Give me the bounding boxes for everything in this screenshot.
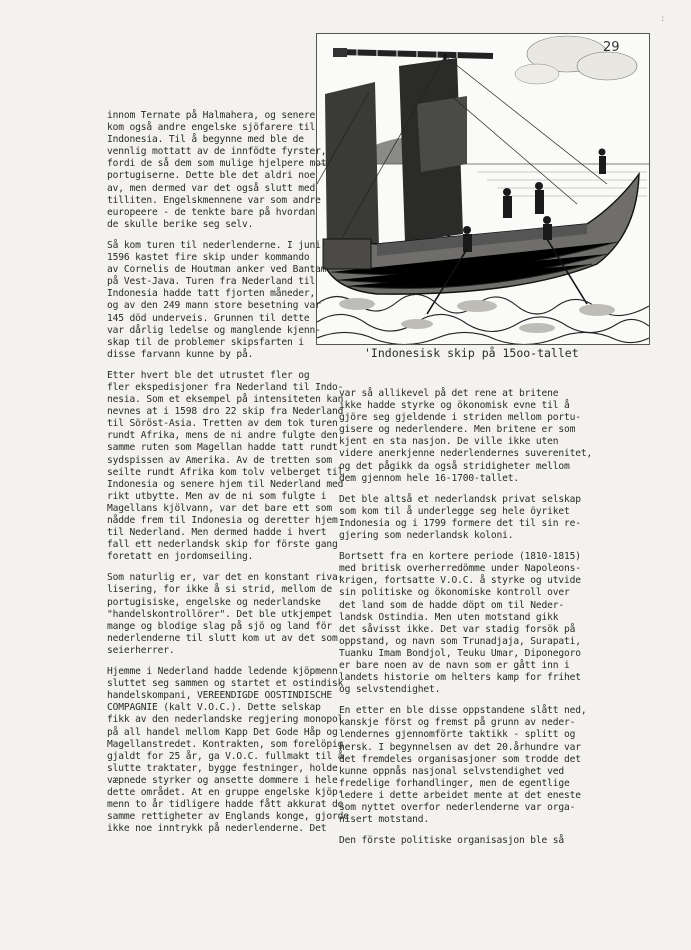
paragraph: Som naturlig er, var det en konstant riva- lisering, for ikke å si strid, mellom de portugisiske, engelske og nederlandske "handelskontrollörer". Det ble utkjempet mange og blodige slag på sjö og land för nederlenderne til slutt kom ut av det som seierherrer. (107, 572, 344, 656)
paragraph: Bortsett fra en kortere periode (1810-1815) med britisk overherredömme under Napoleons- krigen, fortsatte V.O.C. å styrke og utvide sin politiske og ökonomiske kontroll over det land som de hadde döpt om til Neder- landsk Ostindia. Men uten motstand gikk det såvisst ikke. Det var stadig forsök på oppstand, og navn som Trunadjaja, Surapati, Tuanku Imam Bondjol, Teuku Umar, Diponegoro er bare noen av de navn som er gått inn i landets historie om helters kamp for frihet og selvstendighet. (339, 551, 581, 696)
page-number: 29 (603, 40, 620, 55)
paragraph: En etter en ble disse oppstandene slått ned, kanskje först og fremst på grunn av neder- lendernes gjennomförte taktikk - splitt og hersk. I begynnelsen av det 20.århundre var det fremdeles organisasjoner som trodde det kunne oppnås nasjonal selvstendighet ved fredelige forhandlinger, men de egentlige ledere i dette arbeidet mente at det eneste som nyttet overfor nederlenderne var orga- nisert motstand. (339, 705, 587, 826)
paragraph: innom Ternate på Halmahera, og senere kom også andre engelske sjöfarere til Indonesia. Til å begynne med ble de vennlig mottatt av de innfödte fyrster, fordi de så dem som mulige hjelpere mot portugiserne. Dette ble det aldri noe av, men dermed var det også slutt med tilliten. Engelskmennene var som andre europeere - de tenkte bare på hvordan de skulle berike seg selv. (107, 110, 327, 230)
corner-mark: : (660, 14, 666, 24)
figure-caption: 'Indonesisk skip på 15oo-tallet (364, 346, 579, 360)
right-column (339, 388, 639, 856)
paragraph: Etter hvert ble det utrustet fler og fler ekspedisjoner fra Nederland til Indo- nesia. Som et eksempel på intensiteten kan nevnes at i 1598 dro 22 skip fra Nederland til Söröst-Asia. Tretten av dem tok turen rundt Afrika, mens de ni andre fulgte den samme ruten som Magellan hadde tatt rundt sydspissen av Amerika. Av de tretten som seilte rundt Afrika kom tolv velberget til Indonesia og senere hjem til Nederland med rikt utbytte. Men av de ni som fulgte i Magellans kjölvann, var det bare ett som nådde frem til Indonesia og deretter hjem til Nederland. Men dermed hadde i hvert fall ett nederlandsk skip for förste gang foretatt en jordomseiling. (107, 369, 344, 563)
paragraph: Hjemme i Nederland hadde ledende kjöpmenn sluttet seg sammen og startet et ostindisk handelskompani, VEREENDIGDE OOSTINDISCHE COMPAGNIE (kalt V.O.C.). Dette selskap fikk av den nederlandske regjering monopol på all handel mellom Kapp Det Gode Håp og Magellanstredet. Kontrakten, som forelöpig gjaldt for 25 år, ga V.O.C. fullmakt til å slutte traktater, bygge festninger, holde væpnede styrker og ansette dommere i hele dette området. At en gruppe engelske kjöp- menn to år tidligere hadde fått akkurat de samme rettigheter av Englands konge, gjorde ikke noe inntrykk på nederlenderne. Det (107, 666, 349, 835)
paragraph: Så kom turen til nederlenderne. I juni 1596 kastet fire skip under kommando av Cornelis de Houtman anker ved Bantam på Vest-Java. Turen fra Nederland til Indonesia hadde tatt fjorten måneder, og av den 249 mann store besetning var 145 död underveis. Grunnen til dette var dårlig ledelse og manglende kjenn- skap til de problemer skipsfarten i disse farvann kunne by på. (107, 239, 327, 360)
paragraph: Det ble altså et nederlandsk privat selskap som kom til å underlegge seg hele öyriket Indonesia og i 1799 formere det til sin re- gjering som nederlandsk koloni. (339, 493, 581, 542)
paragraph: var så allikevel på det rene at britene ikke hadde styrke og ökonomisk evne til å gjöre seg gjeldende i striden mellom portu- gisere og nederlendere. Men britene er som kjent en sta nasjon. De ville ikke uten videre anerkjenne nederlendernes suverenitet, og det pågikk da også stridigheter mellom dem gjennom hele 16-1700-tallet. (339, 388, 593, 484)
paragraph: Den förste politiske organisasjon ble så (339, 835, 565, 847)
